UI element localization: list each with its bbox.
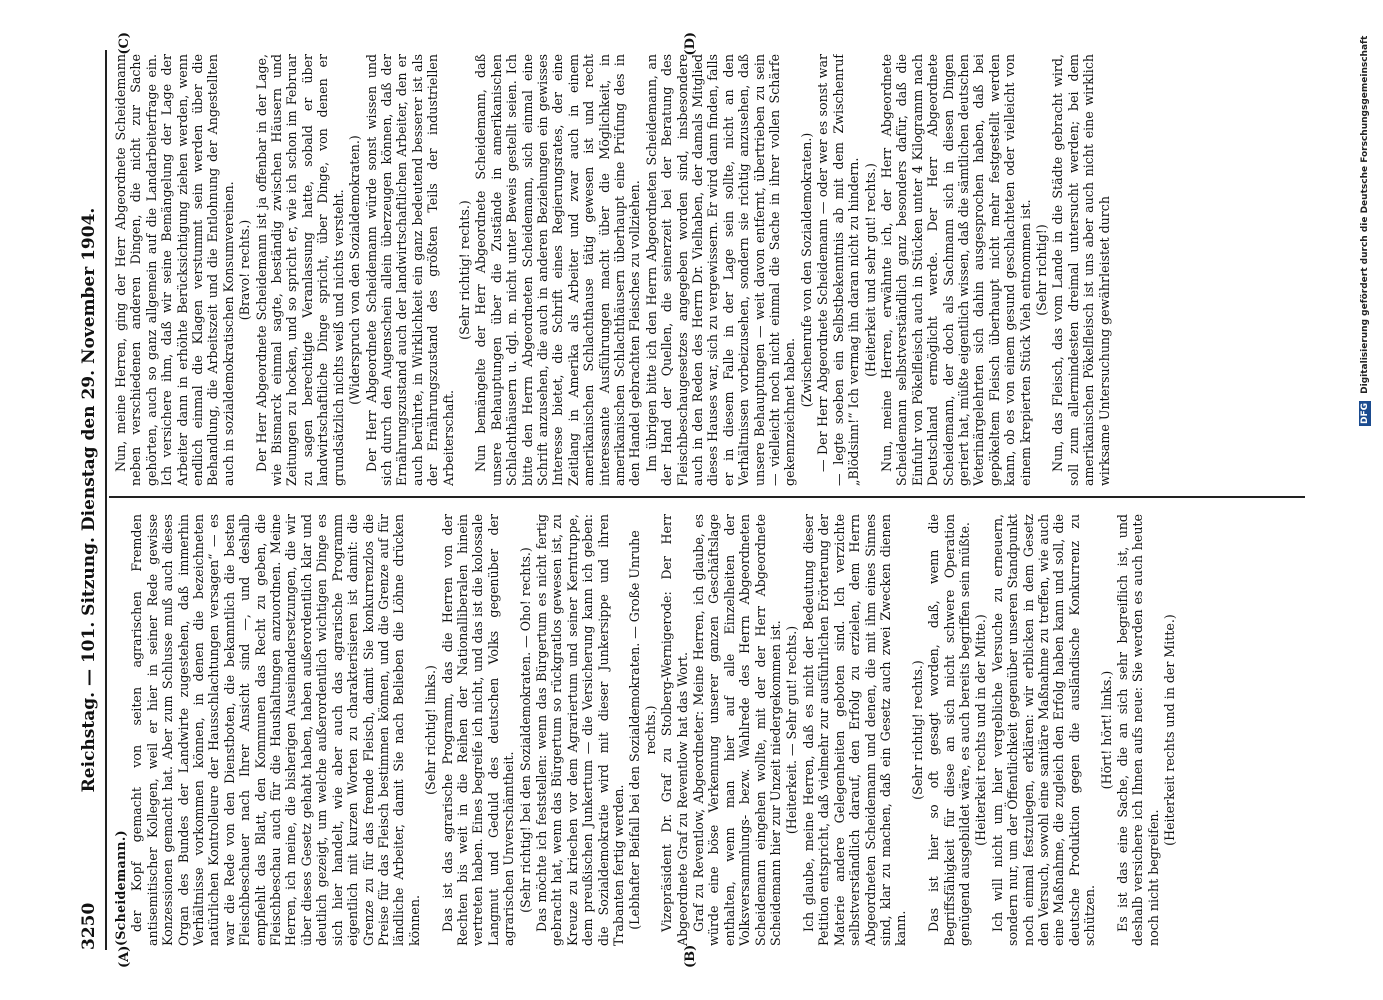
margin-letter-c: (C) — [117, 32, 132, 55]
paragraph: Das möchte ich feststellen: wenn das Bürgertum es nicht fertig gebracht hat, wenn das Bürgertum so rückgratlos gewesen ist, zu Kreuze zu kriechen vor dem Agrariertum und seiner Kerntruppe, dem preußischen Junkertum — die Versicherung kann ich geben: die Sozialdemokratie wird mit dieser Junkersippe und ihren Trabanten fertig werden. — [533, 514, 626, 946]
interjection: (Sehr richtig! rechts.) — [909, 660, 925, 800]
interjection: (Heiterkeit rechts und in der Mitte.) — [973, 614, 989, 846]
interjection: (Sehr richtig! bei den Sozialdemokraten. — Oho! rechts.) — [517, 547, 533, 913]
page-header — [75, 50, 107, 950]
paragraph: Nun, das Fleisch, das vom Lande in die Städte gebracht wird, soll zum allermindesten dreimal untersucht werden; bei dem amerikanischen Pökelfleisch ist uns aber auch nicht eine wirklich wirksame Untersuchung gewährleistet durch — [1050, 54, 1112, 486]
margin-letter-a: (A) — [117, 945, 132, 968]
interjection: (Heiterkeit rechts und in der Mitte.) — [1162, 614, 1178, 846]
paragraph: Nun, meine Herren, erwähnte ich, der Herr Abgeordnete Scheidemann selbstverständlich ganz besonders dafür, daß die Einfuhr von Pökelfleisch auch in Stücken unter 4 Kilogramm nach Deutschland ermöglicht werde. Der Herr Abgeordnete Scheidemann, der doch als Sachmann sich in diesen Dingen geriert hat, müßte eigentlich wissen, daß die sämtlichen deutschen Veterinärgelehrten sich dahin ausgesprochen haben, daß bei gepökeltem Fleisch überhaupt nicht mehr festgestellt werden kann, ob es von einem gesund geschlachteten oder vielleicht von einem krepierten Stück Vieh entnommen ist. — [878, 54, 1033, 486]
interjection: (Heiterkeit. — Sehr gut! rechts.) — [784, 625, 800, 835]
paragraph: Es ist das eine Sache, die an sich sehr begreiflich ist, und deshalb versichere ich Ihnen aufs neue: Sie werden es auch heute noch nicht begreifen. — [1115, 514, 1161, 946]
paragraph: Im übrigen bitte ich den Herrn Abgeordneten Scheidemann, an der Hand der Quellen, die seinerzeit bei der Beratung des Fleischbeschaugesetzes angegeben worden sind, insbesondere auch in den Reden des Herrn Dr. Vielhaben, der damals Mitglied dieses Hauses war, sich zu vergewissern. Er wird dann finden, falls er in diesem Falle in der Lage sein sollte, nicht an den Verhältnissen vorbeizusehen, sondern sie richtig anzusehen, daß unsere Behauptungen — weit davon entfernt, übertrieben zu sein — vielleicht noch nicht einmal die Sache in ihrer vollen Schärfe gekennzeichnet haben. — [643, 54, 798, 486]
paragraph: — Der Herr Abgeordnete Scheidemann — oder wer es sonst war — legte soeben ein Selbstbekenntnis ab mit dem Zwischenruf „Blödsinn!“ Ich vermag ihn daran nicht zu hindern. — [815, 54, 862, 486]
right-column — [113, 54, 1305, 486]
column-divider — [109, 496, 1305, 498]
paragraph: Das ist hier so oft gesagt worden, daß, wenn die Begriffsfähigkeit für diese an sich nicht schwere Operation genügend ausgebildet wäre, es auch bereits begriffen sein müßte. — [926, 514, 972, 946]
interjection: (Sehr richtig! rechts.) — [456, 200, 472, 340]
paragraph: Der Herr Abgeordnete Scheidemann ist ja offenbar in der Lage, wie Bismarck einmal sagte, beständig zwischen Häusern und Zeitungen zu hocken, und so spricht er, wie ich schon im Februar zu sagen berechtigte Veranlassung hatte, sobald er über landwirtschaftliche Dinge spricht, über Dinge, von denen er grundsätzlich nichts weiß und nichts versteht. — [253, 54, 346, 486]
margin-letter-d: (D) — [683, 32, 698, 56]
interjection: (Widerspruch von den Sozialdemokraten.) — [347, 135, 363, 405]
page-title: Reichstag. — 101. Sitzung. Dienstag den 29. November 1904. — [79, 207, 99, 793]
interjection: (Zwischenrufe von den Sozialdemokraten.) — [798, 132, 814, 408]
paragraph: Ich glaube, meine Herren, daß es nicht der Bedeutung dieser Petition entspricht, daß vielmehr zur ausführlichen Erörterung der Materie andere Gelegenheiten geboten sind. Ich verzichte selbstverständlich darauf, den Erfolg zu erzielen, dem Herrn Abgeordneten Scheidemann und denen, die mit ihm eines Sinnes sind, klar zu machen, daß ein Gesetz auch zwei Zwecken dienen kann. — [800, 514, 909, 946]
interjection: (Sehr richtig! links.) — [423, 665, 439, 795]
document-page — [71, 30, 1311, 970]
interjection: (Heiterkeit und sehr gut! rechts.) — [862, 163, 878, 377]
paragraph: Nun bemängelte der Herr Abgeordnete Scheidemann, daß unsere Behauptungen über die Zustände in amerikanischen Schlachthäusern u. dgl. m. nicht unter Beweis gestellt seien. Ich bitte den Herrn Abgeordneten Scheidemann, sich einmal eine Schrift anzusehen, die auch in anderen Beziehungen ein gewisses Interesse bietet, die Schrift eines Regierungsrates, der eine Zeitlang in Amerika als Arbeiter und zwar auch in einem amerikanischen Schlachthause tätig gewesen ist und recht interessante Ausführungen macht über die Möglichkeit, in amerikanischen Schlachthäusern überhaupt eine Prüfung des in den Handel gebrachten Fleisches zu vollziehen. — [473, 54, 643, 486]
paragraph: Das ist das agrarische Programm, das die Herren von der Rechten bis weit in die Reihen der Nationalliberalen hinein vertreten haben. Eines begreife ich nicht, und das ist die kolossale Langmut und Geduld des deutschen Volks gegenüber der agrarischen Unverschämtheit. — [439, 514, 517, 946]
paragraph: der Kopf gemacht von seiten agrarischen Fremden antisemitischer Kollegen, weil er hier in seiner Rede gewisse Konzessionen gemacht hat. Aber zum Schlusse muß auch dieses Organ des Bundes der Landwirte zugestehen, daß immerhin Verhältnisse vorkommen können, in denen die bezeichneten natürlichen Kontrolleure der Hausschlachtungen versagen“ — es war die Rede von den Dienstboten, die bekanntlich die besten Fleischbeschauer nach Ihrer Ansicht sind —, und deshalb empfiehlt das Blatt, den Kommunen das Recht zu geben, die Fleischbeschau auch für die Haushaltungen anzuordnen. Meine Herren, ich meine, die bisherigen Auseinandersetzungen, die wir über dieses Gesetz gehabt haben, haben außerordentlich klar und deutlich gezeigt, um welche außerordentlich wichtigen Dinge es sich hier handelt, wie aber auch das agrarische Programm eigentlich mit kurzen Worten zu charakterisieren ist damit: die Grenze zu für das fremde Fleisch, damit Sie konkurrenzlos die Preise für das Fleisch bestimmen können, und die Grenze auf für ländliche Arbeiter, damit Sie nach Belieben die Löhne drücken können. — [129, 514, 422, 946]
left-column — [113, 514, 1305, 946]
paragraph: Nun, meine Herren, ging der Herr Abgeordnete Scheidemann neben verschiedenen anderen Dingen, die nicht zur Sache gehörten, auch so ganz allgemein auf die Landarbeiterfrage ein. Ich versichere ihm, daß wir seine Bemängelung der Lage der Arbeiter dann in erhöhte Berücksichtigung ziehen werden, wenn endlich einmal die Klagen verstummt sein werden über die Behandlung, die Arbeitszeit und die Entlohnung der Angestellten auch in sozialdemokratischen Konsumvereinen. — [113, 54, 236, 486]
watermark-text: Digitalisierung gefördert durch die Deutsche Forschungsgemeinschaft — [1360, 35, 1370, 394]
interjection: (Lebhafter Beifall bei den Sozialdemokraten. — Große Unruhe rechts.) — [627, 530, 658, 930]
paragraph: Der Herr Abgeordnete Scheidemann würde sonst wissen und sich durch den Augenschein allein überzeugen können, daß der Ernährungszustand auch der landwirtschaftlichen Arbeiter, den er auch berührte, in Wirklichkeit ein ganz bedeutend besserer ist als der Ernährungszustand des größten Teils der industriellen Arbeiterschaft. — [363, 54, 456, 486]
speaker-header: (Scheidemann.) — [113, 830, 128, 946]
digitization-watermark — [1359, 6, 1373, 426]
dfg-logo: DFG — [1360, 402, 1370, 424]
page-number: 3250 — [79, 902, 99, 950]
paragraph: Graf zu Reventlow, Abgeordneter: Meine Herren, ich glaube, es würde eine böse Verkennung unserer ganzen Geschäftslage enthalten, wenn man hier auf alle Einzelheiten der Volksversammlungs- bezw. Wahlrede des Herrn Abgeordneten Scheidemann eingehen wollte, mit der der Herr Abgeordnete Scheidemann hier zur Unzeit niedergekommen ist. — [691, 514, 784, 946]
paragraph: Ich will nicht um hier vergebliche Versuche zu erneuern, sondern nur, um der Öffentlichkeit gegenüber unseren Standpunkt noch einmal festzulegen, erklären: wir erblicken in dem Gesetz den Versuch, sowohl eine sanitäre Maßnahme zu treffen, wie auch eine Maßnahme, die zugleich den Erfolg haben kann und soll, die deutsche Produktion gegen die ausländische Konkurrenz zu schützen. — [989, 514, 1098, 946]
interjection: (Hört! hört! links.) — [1098, 670, 1114, 790]
margin-letter-b: (B) — [683, 944, 698, 968]
interjection: (Bravo! rechts.) — [237, 219, 253, 321]
interjection: (Sehr richtig!) — [1033, 224, 1049, 316]
paragraph: Vizepräsident Dr. Graf zu Stolberg-Wernigerode: Der Herr Abgeordnete Graf zu Reventlow hat das Wort. — [659, 514, 690, 946]
